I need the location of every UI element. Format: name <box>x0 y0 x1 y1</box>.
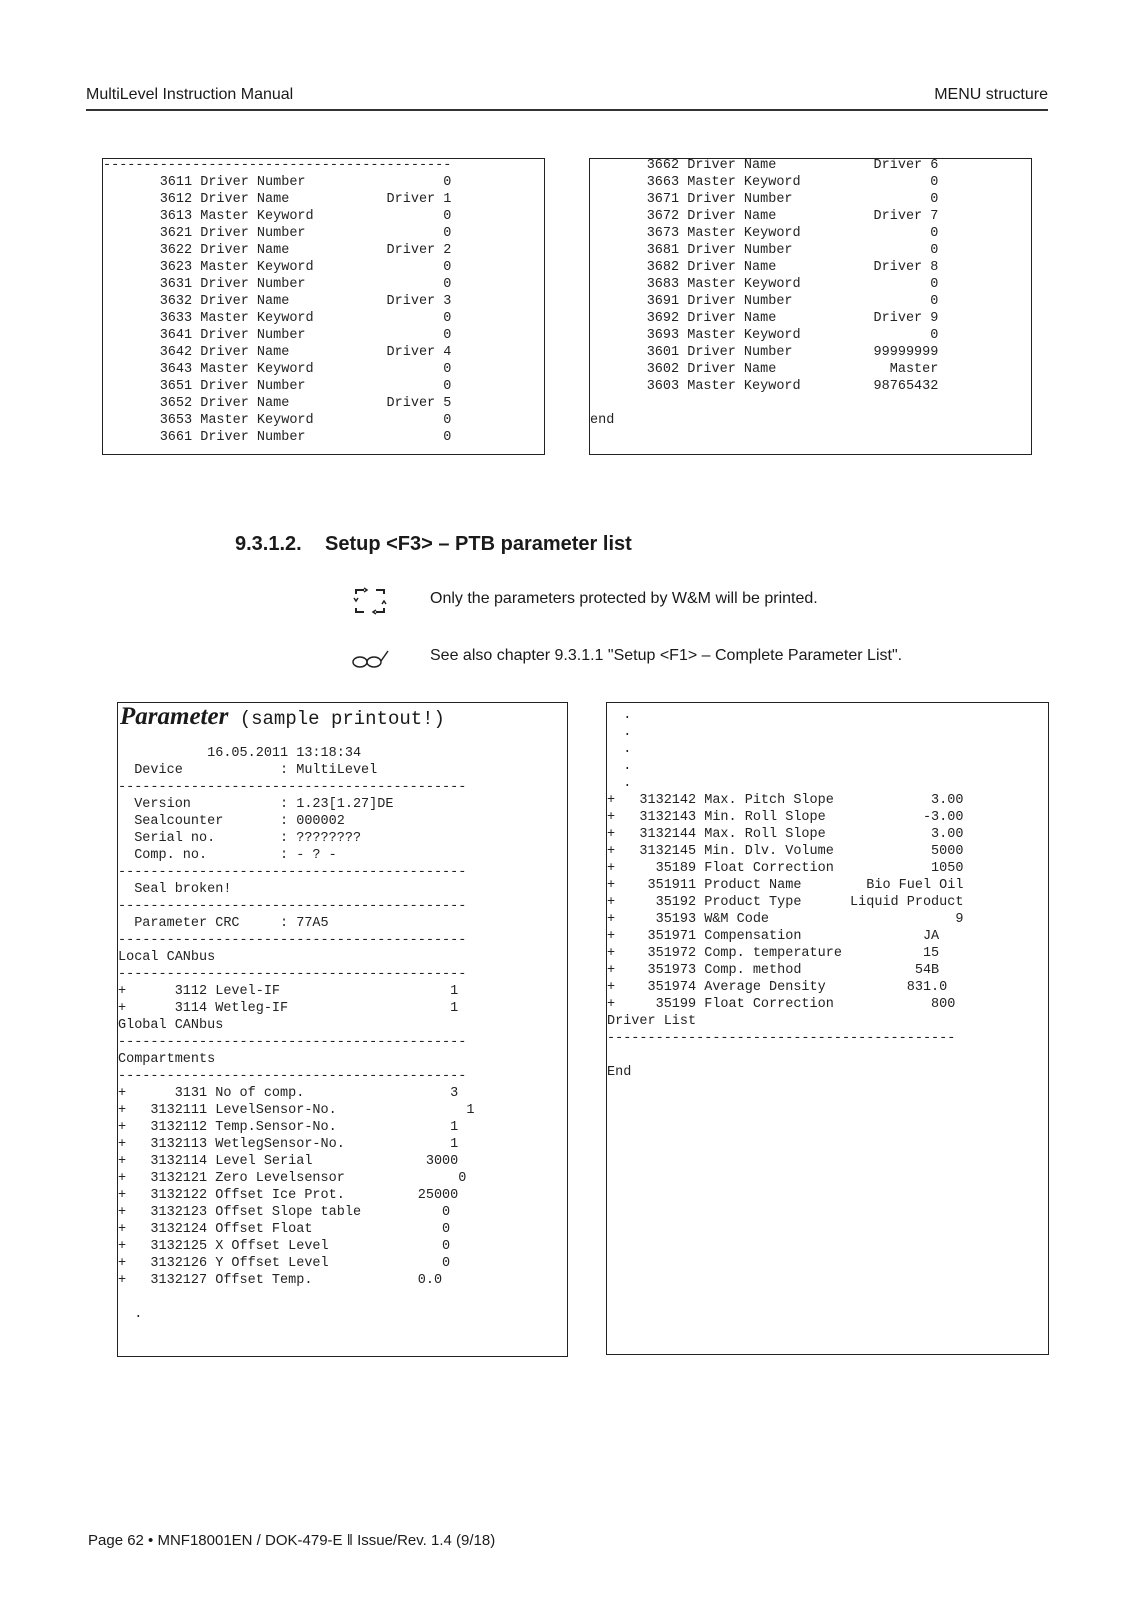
sample-printout-title <box>120 703 445 731</box>
header-divider <box>86 109 1048 111</box>
header-chapter-title: MENU structure <box>934 86 1048 103</box>
sample-title-bold: Parameter <box>120 703 229 730</box>
note-protected-params-text: Only the parameters protected by W&M will be printed. <box>430 590 818 607</box>
glasses-icon <box>350 643 390 675</box>
drivers-printout-left-text: ------------------------------------------- 3611 Driver Number 0 3612 Driver Name Driver 1 3613 Master Keyword 0 3621 Driver Number 0 3622 Driver Name Driver 2 3623 Master Keyword 0 3631 Driver Number 0 3632 Driver Name Driver 3 3633 Master Keyword 0 3641 Driver Number 0 3642 Driver Name Driver 4 3643 Master Keyword 0 3651 Driver Number 0 3652 Driver Name Driver 5 3653 Master Keyword 0 3661 Driver Number 0 <box>103 158 452 445</box>
brackets-icon <box>350 586 390 618</box>
page-footer: Page 62 • MNF18001EN / DOK-479-E ‖ Issue/Rev. 1.4 (9/18) <box>88 1532 496 1549</box>
section-title: Setup <F3> – PTB parameter list <box>325 533 632 555</box>
ptb-printout-right <box>606 702 1049 1355</box>
header-manual-title: MultiLevel Instruction Manual <box>86 86 294 103</box>
sample-title-rest: (sample printout!) <box>228 708 445 730</box>
ptb-printout-left-text: 16.05.2011 13:18:34 Device : MultiLevel ------------------------------------------- Version : 1.23[1.27]DE Sealcounter : 000002 Serial no. : ???????? Comp. no. : - ? - ------------------------------------------- Seal broken! ------------------------------------------- Parameter CRC : 77A5 ------------------------------------------- Local CANbus ------------------------------------------- + 3112 Level-IF 1 + 3114 Wetleg-IF 1 Global CANbus ------------------------------------------- Compartments ------------------------------------------- + 3131 No of comp. 3 + 3132111 LevelSensor-No. 1 + 3132112 Temp.Sensor-No. 1 + 3132113 WetlegSensor-No. 1 + 3132114 Level Serial 3000 + 3132121 Zero Levelsensor 0 + 3132122 Offset Ice Prot. 25000 + 3132123 Offset Slope table 0 + 3132124 Offset Float 0 + 3132125 X Offset Level 0 + 3132126 Y Offset Level 0 + 3132127 Offset Temp. 0.0 . <box>118 746 475 1322</box>
drivers-printout-right <box>589 158 1032 455</box>
section-heading <box>235 533 632 556</box>
ptb-printout-left <box>117 702 568 1357</box>
drivers-printout-right-text: 3662 Driver Name Driver 6 3663 Master Keyword 0 3671 Driver Number 0 3672 Driver Name Driver 7 3673 Master Keyword 0 3681 Driver Number 0 3682 Driver Name Driver 8 3683 Master Keyword 0 3691 Driver Number 0 3692 Driver Name Driver 9 3693 Master Keyword 0 3601 Driver Number 99999999 3602 Driver Name Master 3603 Master Keyword 98765432 end <box>590 158 939 428</box>
ptb-printout-right-text: . . . . . + 3132142 Max. Pitch Slope 3.00 + 3132143 Min. Roll Slope -3.00 + 3132144 Max. Roll Slope 3.00 + 3132145 Min. Dlv. Volume 5000 + 35189 Float Correction 1050 + 351911 Product Name Bio Fuel Oil + 35192 Product Type Liquid Product + 35193 W&M Code 9 + 351971 Compensation JA + 351972 Comp. temperature 15 + 351973 Comp. method 54B + 351974 Average Density 831.0 + 35199 Float Correction 800 Driver List ------------------------------------------- End <box>607 708 964 1080</box>
note-see-also-text: See also chapter 9.3.1.1 "Setup <F1> – Complete Parameter List". <box>430 647 903 664</box>
drivers-printout-left <box>102 158 545 455</box>
section-number: 9.3.1.2. <box>235 533 302 555</box>
